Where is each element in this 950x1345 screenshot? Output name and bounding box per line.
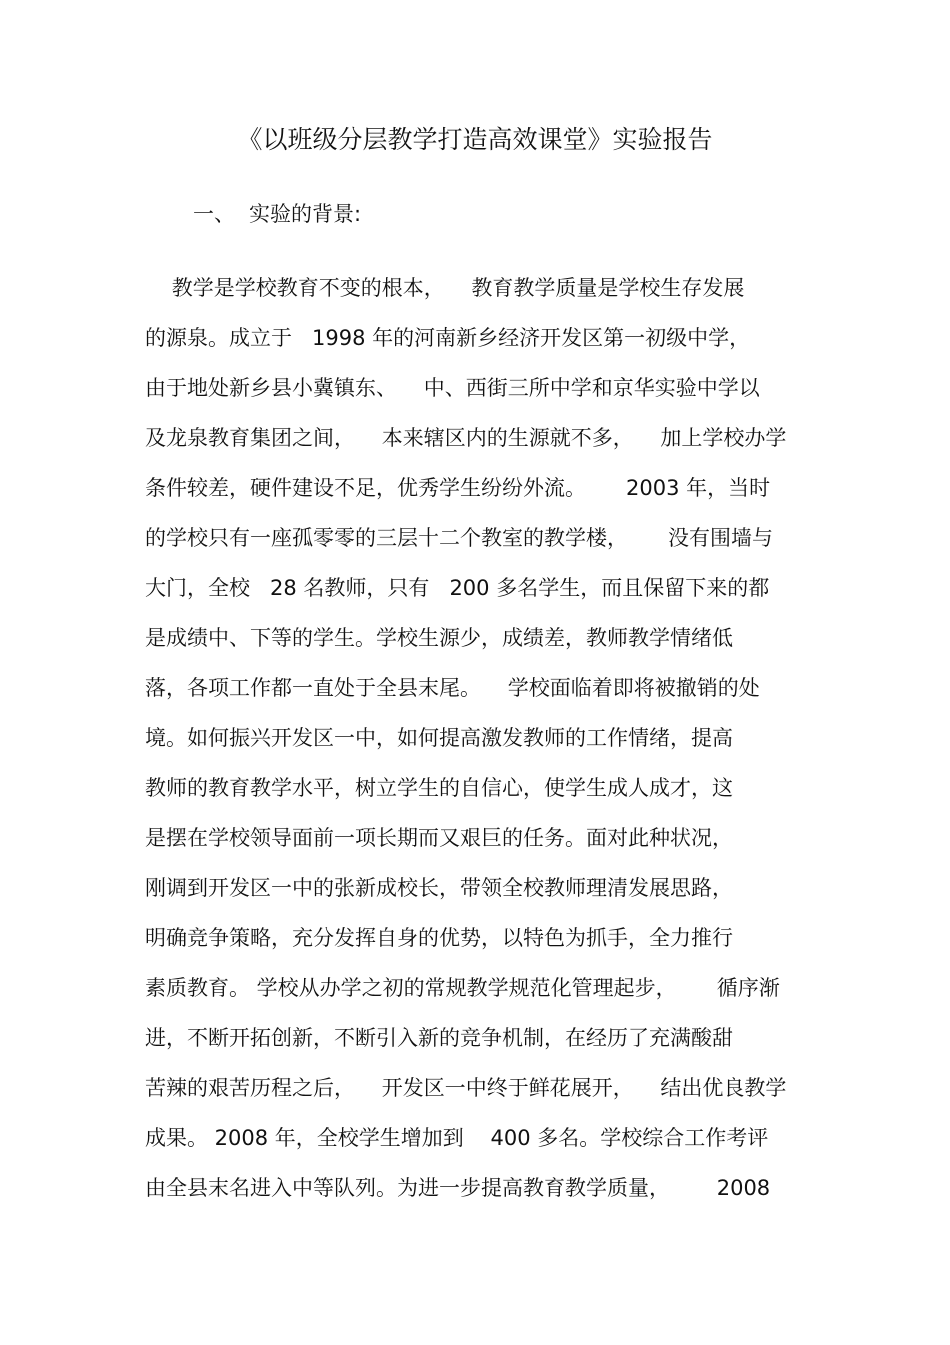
paragraph-line: 刚调到开发区一中的张新成校长，带领全校教师理清发展思路， [145, 876, 733, 900]
paragraph-line: 落，各项工作都一直处于全县末尾。 学校面临着即将被撤销的处 [145, 676, 760, 700]
paragraph-line: 是成绩中、下等的学生。学校生源少，成绩差，教师教学情绪低 [145, 626, 733, 650]
paragraph-line: 及龙泉教育集团之间， 本来辖区内的生源就不多， 加上学校办学 [145, 426, 787, 450]
paragraph-line: 大门，全校 28 名教师，只有 200 多名学生，而且保留下来的都 [145, 576, 770, 600]
paragraph-line: 由全县末名进入中等队列。为进一步提高教育教学质量， 2008 [145, 1176, 771, 1200]
section-number: 一、 [193, 202, 235, 226]
paragraph-line: 苦辣的艰苦历程之后， 开发区一中终于鲜花展开， 结出优良教学 [145, 1076, 787, 1100]
paragraph-line: 是摆在学校领导面前一项长期而又艰巨的任务。面对此种状况， [145, 826, 733, 850]
paragraph-line: 由于地处新乡县小冀镇东、 中、西街三所中学和京华实验中学以 [145, 376, 760, 400]
section-heading [193, 198, 361, 230]
paragraph-line: 素质教育。 学校从办学之初的常规教学规范化管理起步， 循序渐 [145, 976, 780, 1000]
paragraph-line: 进，不断开拓创新，不断引入新的竞争机制，在经历了充满酸甜 [145, 1026, 733, 1050]
paragraph-line: 的学校只有一座孤零零的三层十二个教室的教学楼， 没有围墙与 [145, 526, 774, 550]
paragraph-line: 境。如何振兴开发区一中，如何提高激发教师的工作情绪，提高 [145, 726, 733, 750]
paragraph-line: 教学是学校教育不变的根本， 教育教学质量是学校生存发展 [145, 276, 745, 300]
paragraph-line: 条件较差，硬件建设不足，优秀学生纷纷外流。 2003 年，当时 [145, 476, 771, 500]
paragraph-line: 教师的教育教学水平，树立学生的自信心，使学生成人成才，这 [145, 776, 733, 800]
paragraph-line: 明确竞争策略，充分发挥自身的优势，以特色为抓手，全力推行 [145, 926, 733, 950]
paragraph-line: 的源泉。成立于 1998 年的河南新乡经济开发区第一初级中学， [145, 326, 751, 350]
paragraph-line: 成果。 2008 年，全校学生增加到 400 多名。学校综合工作考评 [145, 1126, 769, 1150]
document-title: 《以班级分层教学打造高效课堂》实验报告 [237, 125, 713, 154]
section-heading-text: 实验的背景: [249, 202, 362, 226]
